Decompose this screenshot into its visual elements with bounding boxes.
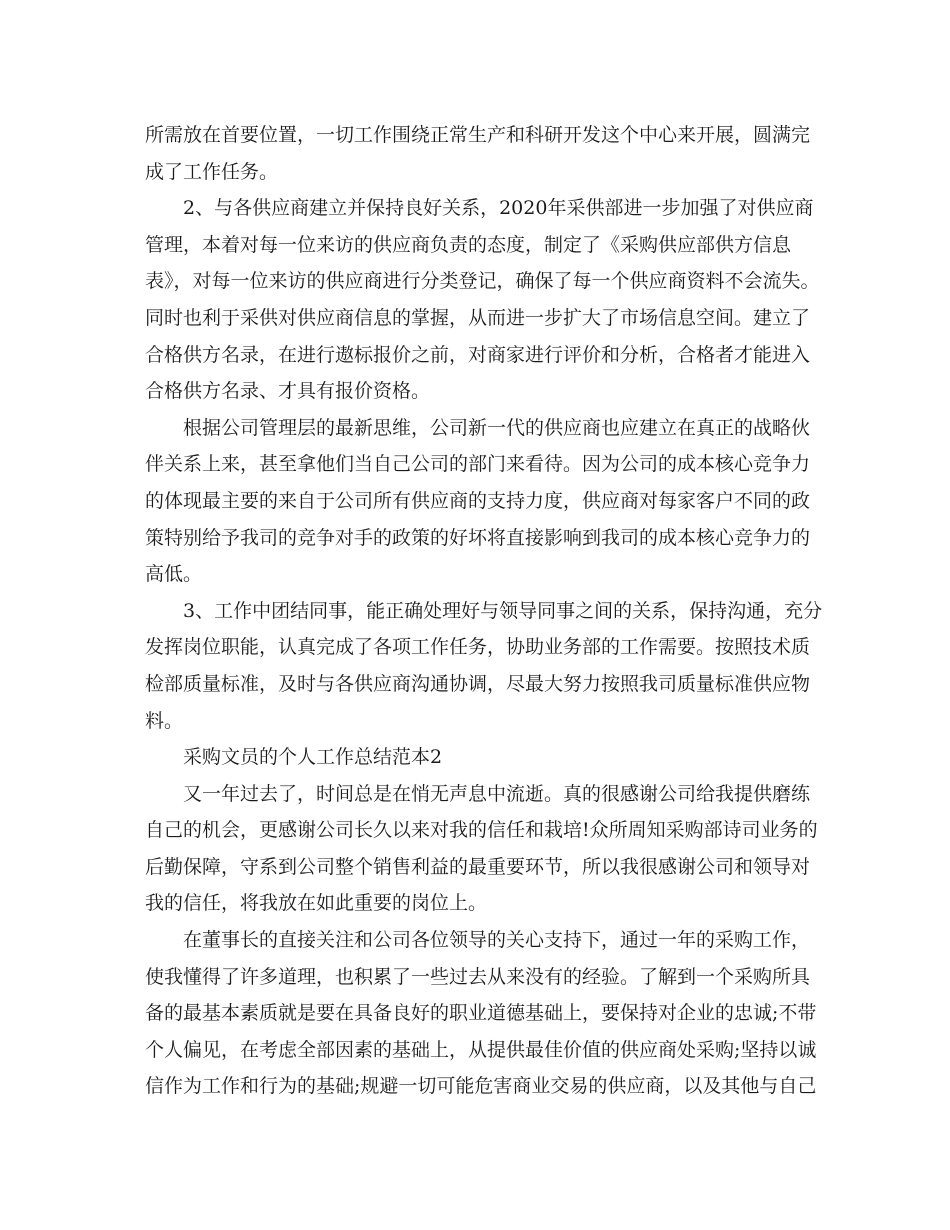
text-line: 所需放在首要位置，一切工作围绕正常生产和科研开发这个中心来开展，圆满完 [145,124,811,146]
text-line: 2、与各供应商建立并保持良好关系，2020年采供部进一步加强了对供应商 [183,197,814,220]
text-line: 个人偏见，在考虑全部因素的基础上，从提供最佳价值的供应商处采购;坚持以诚 [145,1038,817,1061]
text-line: 表》，对每一位来访的供应商进行分类登记，确保了每一个供应商资料不会流失。 [145,270,820,293]
text-line: 使我懂得了许多道理，也积累了一些过去从来没有的经验。了解到一个采购所具 [145,965,811,988]
text-line: 高低。 [145,563,203,586]
text-line: 自己的机会，更感谢公司长久以来对我的信任和栽培!众所周知采购部诗司业务的 [145,819,818,842]
text-line: 伴关系上来，甚至拿他们当自己公司的部门来看待。因为公司的成本核心竞争力 [145,453,811,476]
text-line: 又一年过去了，时间总是在悄无声息中流逝。真的很感谢公司给我提供磨练 [183,782,811,805]
text-line: 在董事长的直接关注和公司各位领导的关心支持下，通过一年的采购工作， [183,929,811,952]
text-line: 合格供方名录，在进行遨标报价之前，对商家进行评价和分析，合格者才能进入 [145,343,811,366]
text-line: 检部质量标准，及时与各供应商沟通协调，尽最大努力按照我司质量标准供应物 [145,672,811,695]
section-heading: 采购文员的个人工作总结范本2 [183,746,443,769]
text-line: 发挥岗位职能，认真完成了各项工作任务，协助业务部的工作需要。按照技术质 [145,636,811,659]
text-line: 信作为工作和行为的基础;规避一切可能危害商业交易的供应商，以及其他与自己 [145,1075,817,1098]
text-line: 合格供方名录、才具有报价资格。 [145,380,431,403]
text-line: 管理，本着对每一位来访的供应商负责的态度，制定了《采购供应部供方信息 [145,233,792,256]
text-line: 3、工作中团结同事，能正确处理好与领导同事之间的关系，保持沟通，充分 [183,599,823,622]
document-body [145,117,823,1105]
text-line: 备的最基本素质就是要在具备良好的职业道德基础上，要保持对企业的忠诚;不带 [145,1002,817,1025]
text-line: 料。 [145,709,184,732]
text-line: 成了工作任务。 [145,160,279,183]
text-line: 后勤保障，守系到公司整个销售利益的最重要环节，所以我很感谢公司和领导对 [145,855,811,878]
text-line: 我的信任，将我放在如此重要的岗位上。 [145,892,488,915]
text-line: 同时也利于采供对供应商信息的掌握，从而进一步扩大了市场信息空间。建立了 [145,306,811,329]
text-line: 策特别给予我司的竞争对手的政策的好坏将直接影响到我司的成本核心竞争力的 [145,526,811,549]
text-line: 的体现最主要的来自于公司所有供应商的支持力度，供应商对每家客户不同的政 [145,489,811,512]
text-line: 根据公司管理层的最新思维，公司新一代的供应商也应建立在真正的战略伙 [183,416,811,439]
